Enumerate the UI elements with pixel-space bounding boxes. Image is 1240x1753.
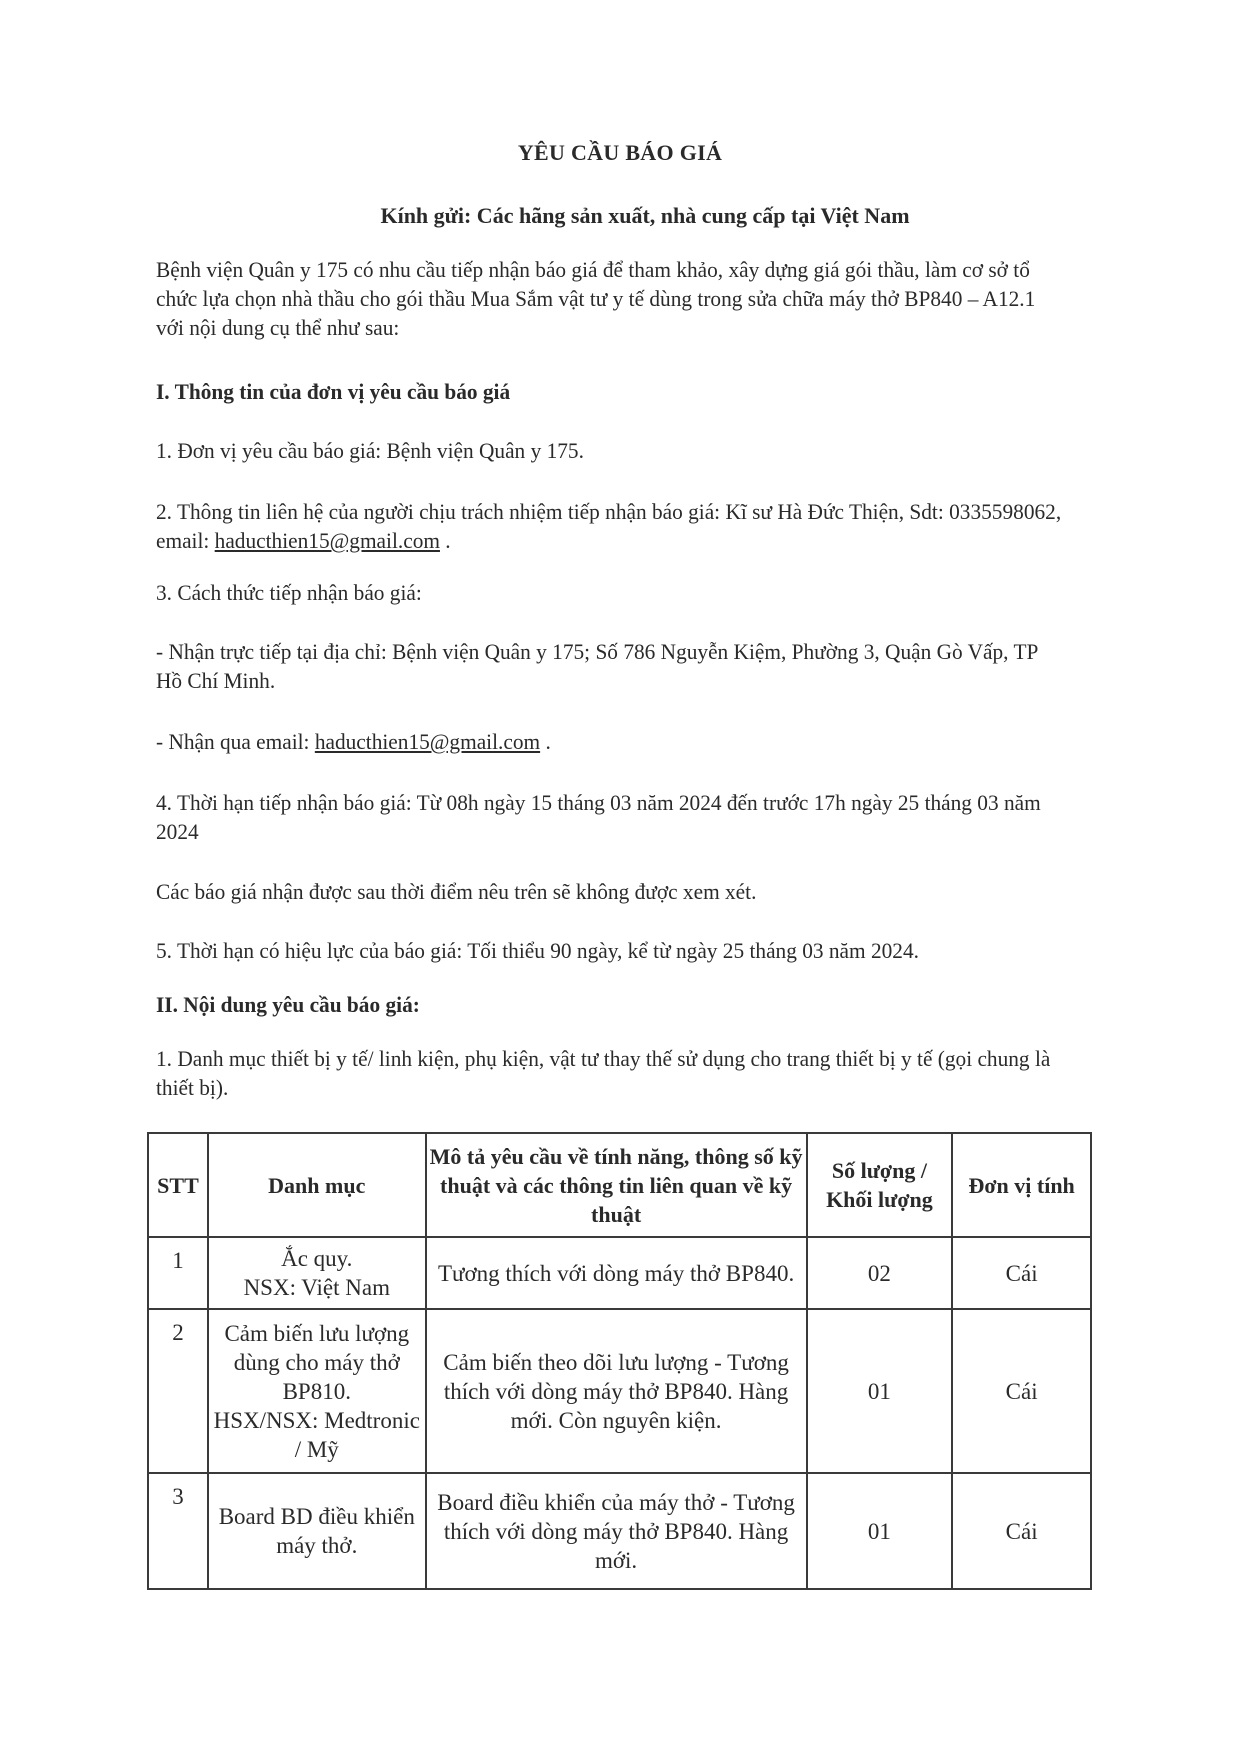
cell-category: Cảm biến lưu lượng dùng cho máy thở BP810. HSX/NSX: Medtronic / Mỹ [208,1309,426,1473]
punctuation: . [540,729,551,754]
cell-description: Tương thích với dòng máy thở BP840. [426,1237,807,1309]
header-description: Mô tả yêu cầu về tính năng, thông số kỹ thuật và các thông tin liên quan về kỹ thuật [426,1133,807,1237]
table-header-row [148,1133,1091,1237]
receive-email-label: - Nhận qua email: [156,729,315,754]
section-2-heading: II. Nội dung yêu cầu báo giá: [156,992,420,1017]
section-1-heading: I. Thông tin của đơn vị yêu cầu báo giá [156,379,511,404]
contact-text: 2. Thông tin liên hệ của người chịu trách nhiệm tiếp nhận báo giá: Kĩ sư Hà Đức Thiện, Sdt: 0335598062, email: [156,499,1062,553]
table-row [148,1309,1091,1473]
intro-paragraph: Bệnh viện Quân y 175 có nhu cầu tiếp nhận báo giá để tham khảo, xây dựng giá gói thầu, làm cơ sở tổ chức lựa chọn nhà thầu cho gói thầu Mua Sắm vật tư y tế dùng trong sửa chữa máy thở BP840 – A12.1 với nội dung cụ thể như sau: [156,257,1036,340]
header-stt: STT [148,1133,208,1237]
cell-unit: Cái [952,1473,1091,1589]
cell-quantity: 01 [807,1473,953,1589]
receive-email [156,727,1068,756]
table-row [148,1237,1091,1309]
cell-quantity: 01 [807,1309,953,1473]
header-unit: Đơn vị tính [952,1133,1091,1237]
section-1-item-2 [156,497,1068,555]
header-quantity: Số lượng / Khối lượng [807,1133,953,1237]
cell-description: Board điều khiển của máy thở - Tương thích với dòng máy thở BP840. Hàng mới. [426,1473,807,1589]
cell-unit: Cái [952,1237,1091,1309]
document-title: YÊU CẦU BÁO GIÁ [517,140,723,165]
cell-unit: Cái [952,1309,1091,1473]
punctuation: . [439,528,451,553]
receive-email-link[interactable]: haducthien15@gmail.com [314,729,541,754]
cell-category: Board BD điều khiển máy thở. [208,1473,426,1589]
cell-stt: 3 [148,1473,208,1589]
contact-email-link[interactable]: haducthien15@gmail.com [214,528,440,553]
section-1-item-4: 4. Thời hạn tiếp nhận báo giá: Từ 08h ngày 15 tháng 03 năm 2024 đến trước 17h ngày 25 tháng 03 năm 2024 [156,790,1041,844]
cell-category: Ắc quy. NSX: Việt Nam [208,1237,426,1309]
section-2-item-1: 1. Danh mục thiết bị y tế/ linh kiện, phụ kiện, vật tư thay thế sử dụng cho trang thiết bị y tế (gọi chung là thiết bị). [156,1046,1051,1100]
section-1-item-3: 3. Cách thức tiếp nhận báo giá: [156,580,422,605]
addressee: Kính gửi: Các hãng sản xuất, nhà cung cấp tại Việt Nam [380,203,910,228]
table-row [148,1473,1091,1589]
section-1-item-5: 5. Thời hạn có hiệu lực của báo giá: Tối thiểu 90 ngày, kể từ ngày 25 tháng 03 năm 2024. [156,938,919,963]
header-category: Danh mục [208,1133,426,1237]
section-1-item-4-note: Các báo giá nhận được sau thời điểm nêu trên sẽ không được xem xét. [156,879,757,904]
items-table [147,1132,1092,1590]
cell-description: Cảm biến theo dõi lưu lượng - Tương thích với dòng máy thở BP840. Hàng mới. Còn nguyên kiện. [426,1309,807,1473]
receive-direct: - Nhận trực tiếp tại địa chỉ: Bệnh viện Quân y 175; Số 786 Nguyễn Kiệm, Phường 3, Quận Gò Vấp, TP Hồ Chí Minh. [156,639,1038,693]
section-1-item-1: 1. Đơn vị yêu cầu báo giá: Bệnh viện Quân y 175. [156,438,584,463]
cell-stt: 2 [148,1309,208,1473]
cell-quantity: 02 [807,1237,953,1309]
cell-stt: 1 [148,1237,208,1309]
